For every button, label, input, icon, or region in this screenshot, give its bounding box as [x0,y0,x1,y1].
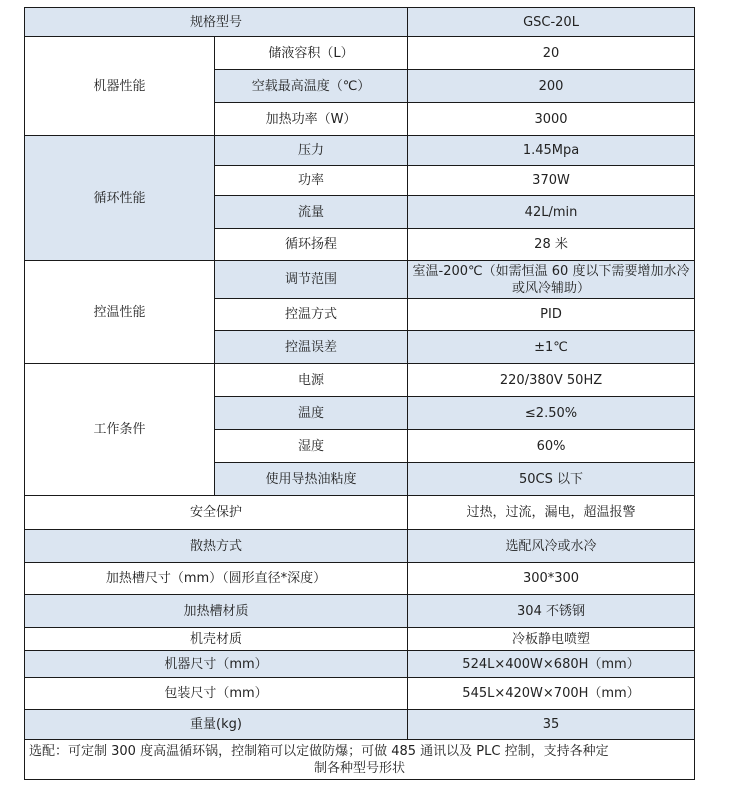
row-label: 机壳材质 [25,628,408,651]
row-label: 安全保护 [25,496,408,530]
row-label: 储液容积（L） [215,37,408,70]
footnote [25,740,695,780]
row-label: 控温误差 [215,331,408,364]
row-label: 加热槽尺寸（mm）（圆形直径*深度） [25,563,408,595]
row-value: 60% [408,430,695,463]
row-value: 304 不锈钢 [408,595,695,628]
row-label: 机器尺寸（mm） [25,651,408,678]
row-value: 冷板静电喷塑 [408,628,695,651]
row-value: 过热，过流，漏电，超温报警 [408,496,695,530]
row-label: 加热槽材质 [25,595,408,628]
row-value: 200 [408,70,695,103]
row-label: 散热方式 [25,530,408,563]
group-label-temp-control: 控温性能 [25,261,215,364]
row-label: 空载最高温度（℃） [215,70,408,103]
footnote-line-2: 制各种型号形状 [314,760,406,776]
table-row [25,678,695,710]
row-label: 重量(kg) [25,710,408,740]
group-label-machine: 机器性能 [25,37,215,136]
table-row [25,136,695,166]
row-label: 控温方式 [215,299,408,331]
row-value: PID [408,299,695,331]
table-row [25,530,695,563]
footnote-line-1: 选配：可定制 300 度高温循环锅，控制箱可以定做防爆；可做 485 通讯以及 PLC 控制，支持各种定 [29,743,609,759]
row-label: 电源 [215,364,408,397]
table-row [25,710,695,740]
model-label: 规格型号 [25,8,408,37]
row-value: 50CS 以下 [408,463,695,496]
row-value: ≤2.50% [408,397,695,430]
row-value: 545L×420W×700H（mm） [408,678,695,710]
row-value: 选配风冷或水冷 [408,530,695,563]
row-label: 功率 [215,166,408,196]
row-value: 室温-200℃（如需恒温 60 度以下需要增加水冷或风冷辅助） [408,261,695,299]
table-row [25,595,695,628]
row-value: 3000 [408,103,695,136]
table-row [25,740,695,780]
table-row [25,8,695,37]
row-label: 循环扬程 [215,229,408,261]
row-value: 28 米 [408,229,695,261]
row-value: 20 [408,37,695,70]
row-value: 1.45Mpa [408,136,695,166]
table-row [25,364,695,397]
row-value: 42L/min [408,196,695,229]
table-row [25,563,695,595]
row-value: 370W [408,166,695,196]
group-label-circulation: 循环性能 [25,136,215,261]
table-row [25,651,695,678]
row-label: 包装尺寸（mm） [25,678,408,710]
row-label: 使用导热油粘度 [215,463,408,496]
row-value: 35 [408,710,695,740]
spec-table [24,7,695,780]
row-label: 调节范围 [215,261,408,299]
row-value: 524L×400W×680H（mm） [408,651,695,678]
row-value: 300*300 [408,563,695,595]
table-row [25,496,695,530]
group-label-working-conditions: 工作条件 [25,364,215,496]
row-label: 压力 [215,136,408,166]
row-value: ±1℃ [408,331,695,364]
table-row [25,261,695,299]
row-value: 220/380V 50HZ [408,364,695,397]
row-label: 加热功率（W） [215,103,408,136]
table-row [25,628,695,651]
row-label: 温度 [215,397,408,430]
row-label: 湿度 [215,430,408,463]
row-label: 流量 [215,196,408,229]
model-value: GSC-20L [408,8,695,37]
table-row [25,37,695,70]
